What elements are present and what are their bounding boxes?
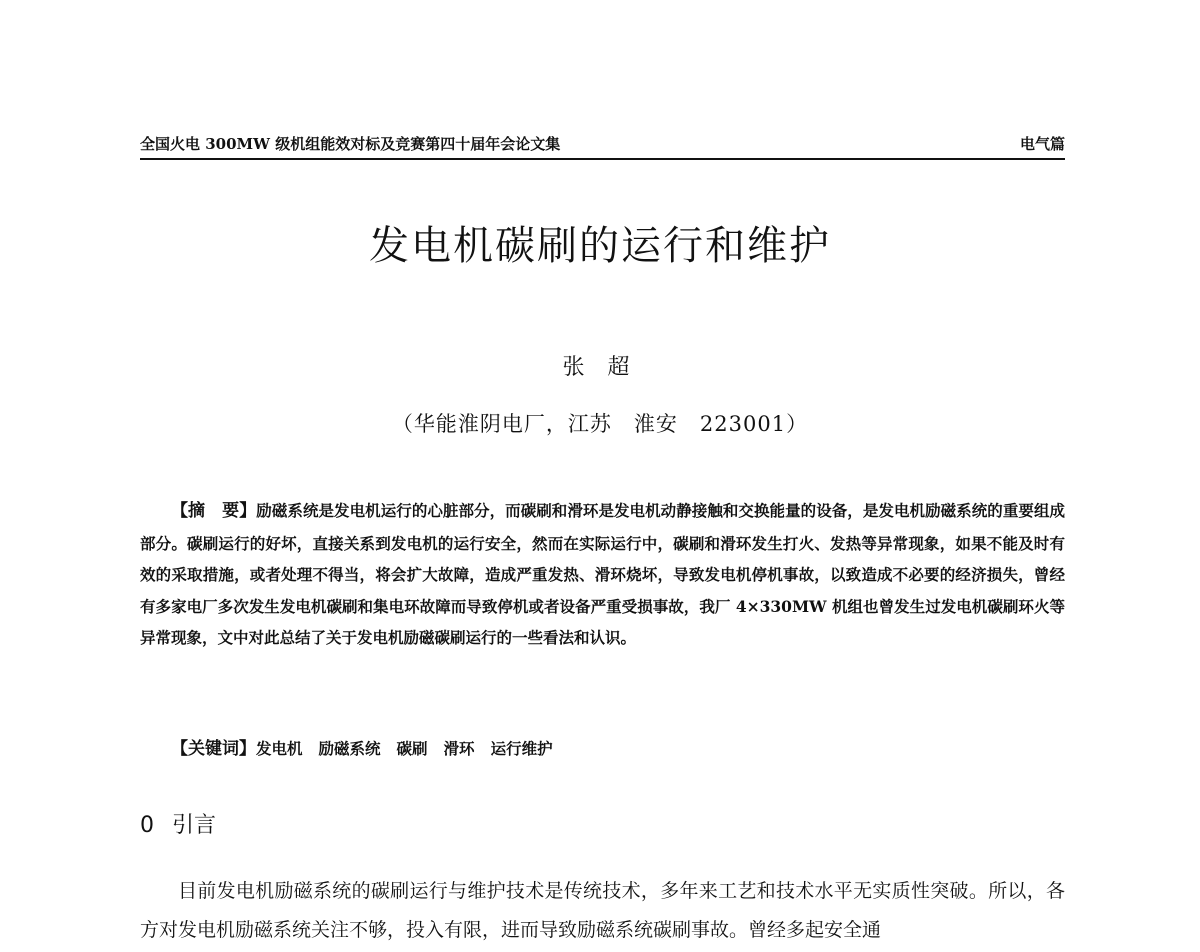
running-header [140,134,1065,160]
abstract [140,495,1065,654]
keywords-label: 【关键词】 [171,739,256,759]
body-text [140,872,1065,950]
keyword-item: 发电机 [256,739,303,758]
abstract-label: 【摘 要】 [171,501,257,521]
keyword-item: 碳刷 [396,739,428,758]
section-title: 引言 [172,813,217,838]
author-name: 张 超 [562,355,638,380]
header-section-label: 电气篇 [1019,135,1065,153]
paper-title: 发电机碳刷的运行和维护 [369,223,831,269]
abstract-text: 励磁系统是发电机运行的心脏部分，而碳刷和滑环是发电机动静接触和交换能量的设备，是发电机励磁系统的重要组成部分。碳刷运行的好坏，直接关系到发电机的运行安全，然而在实际运行中，碳刷和滑环发生打火、发热等异常现象，如果不能及时有效的采取措施，或者处理不得当，将会扩大故障，造成严重发热、滑环烧坏，导致发电机停机事故，以致造成不必要的经济损失，曾经有多家电厂多次发生发电机碳刷和集电环故障而导致停机或者设备严重受损事故，我厂 4×330MW 机组也曾发生过发电机碳刷环火等异常现象，文中对此总结了关于发电机励磁碳刷运行的一些看法和认识。 [140,501,1066,647]
section-number: 0 [140,813,154,838]
keyword-item: 运行维护 [490,739,553,758]
header-proceedings-title: 全国火电 300MW 级机组能效对标及竞赛第四十届年会论文集 [140,135,561,153]
author-affiliation: （华能淮阴电厂，江苏 淮安 223001） [391,412,809,436]
body-paragraph: 目前发电机励磁系统的碳刷运行与维护技术是传统技术，多年来工艺和技术水平无实质性突破。所以，各方对发电机励磁系统关注不够，投入有限，进而导致励磁系统碳刷事故。曾经多起安全通 [140,880,1065,941]
section-heading [140,808,216,839]
keyword-item: 励磁系统 [318,739,381,758]
keyword-item: 滑环 [443,739,475,758]
keywords [140,734,1065,759]
abstract-paragraph [140,495,1065,654]
